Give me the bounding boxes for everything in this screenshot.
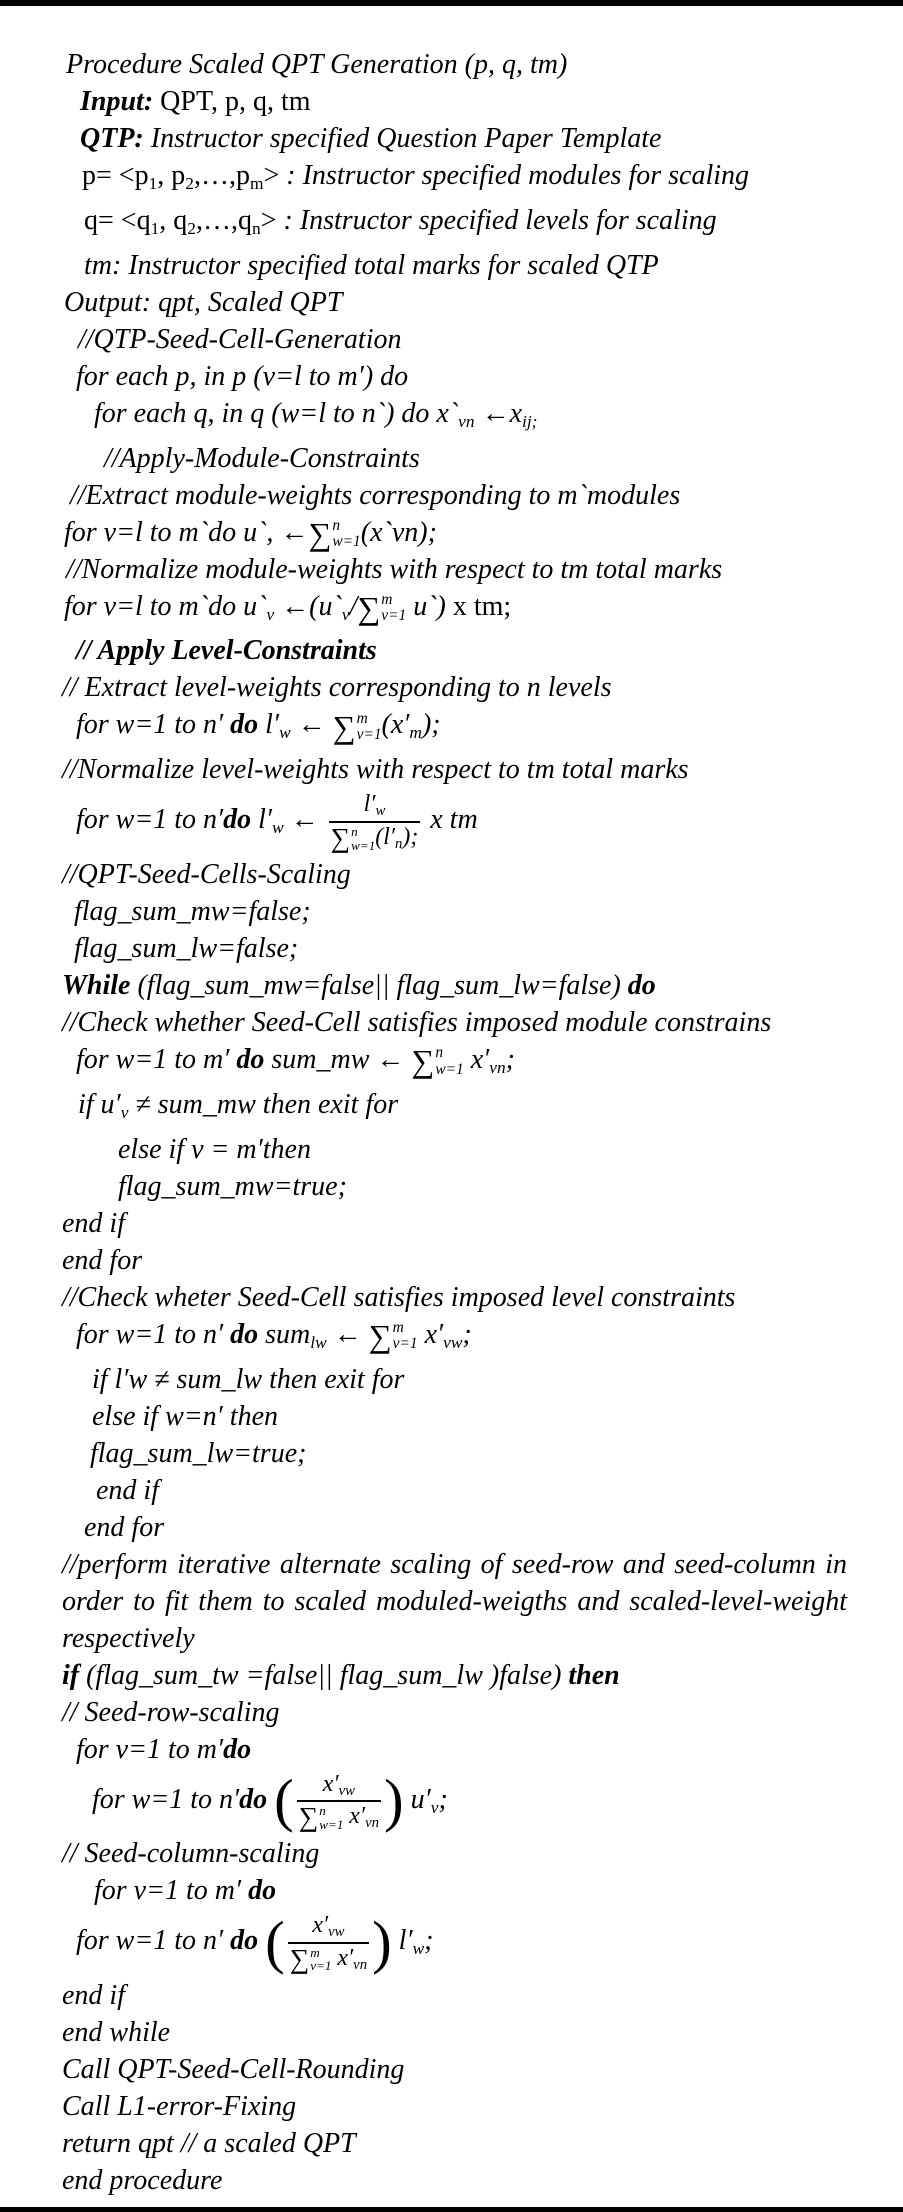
- code-text: sum: [258, 1318, 311, 1350]
- code-line: [62, 1361, 847, 1398]
- code-line: [62, 477, 847, 514]
- code-text: do: [223, 804, 252, 836]
- code-text: do: [248, 1875, 277, 1907]
- code-text: /: [349, 590, 358, 622]
- code-text: QPT, p, q, tm: [160, 86, 311, 117]
- code-text: vw: [328, 1924, 345, 1941]
- code-line: [62, 202, 847, 247]
- code-text: Call QPT-Seed-Cell-Rounding: [62, 2053, 405, 2085]
- code-text: , q: [159, 204, 188, 236]
- code-text: l′: [258, 709, 280, 741]
- code-text: x tm: [423, 804, 478, 836]
- code-text: vn: [458, 411, 475, 431]
- code-text: ,…,p: [193, 160, 250, 191]
- code-text: vw: [338, 1782, 355, 1799]
- code-text: (x`vn);: [360, 516, 437, 548]
- code-text: end if: [96, 1474, 159, 1506]
- code-text: x′: [417, 1318, 444, 1350]
- code-line: [62, 588, 847, 633]
- code-text: end if: [62, 1207, 125, 1239]
- code-text: QTP:: [80, 123, 144, 154]
- code-line: [62, 1509, 847, 1546]
- code-text: x′: [331, 1944, 354, 1971]
- code-text: for w=1 to n′: [92, 1783, 240, 1815]
- code-line: [62, 2051, 847, 2088]
- code-text: u`): [406, 590, 453, 622]
- code-line: [62, 706, 847, 751]
- code-line: [62, 2162, 847, 2199]
- code-text: l′: [251, 804, 273, 836]
- code-text: ;: [462, 1318, 472, 1350]
- code-text: //perform iterative alternate scaling of seed-row and seed-column in order to fit them to scaled moduled-weigths and scaled-level-weight respectively: [62, 1548, 847, 1654]
- code-text: );: [402, 824, 419, 851]
- code-text: ←: [290, 709, 333, 741]
- code-line: [62, 1086, 847, 1131]
- code-line: [62, 1435, 847, 1472]
- code-text: do: [627, 969, 656, 1001]
- code-text: // Apply Level-Constraints: [76, 635, 377, 667]
- code-line: [62, 1041, 847, 1086]
- code-text: then: [568, 1659, 620, 1691]
- code-text: l′: [363, 791, 376, 818]
- code-line: [62, 632, 847, 669]
- summation-symbol: ∑ m v=1: [332, 708, 382, 745]
- summation-symbol: ∑ m v=1: [368, 1318, 418, 1355]
- code-text: end for: [62, 1244, 143, 1276]
- code-text: do: [223, 1733, 252, 1765]
- code-line: [62, 751, 847, 788]
- code-text: x′: [343, 1803, 366, 1830]
- code-line: [62, 551, 847, 588]
- code-text: vw: [443, 1332, 463, 1352]
- summation-symbol: ∑ n w=1: [411, 1043, 464, 1080]
- code-line: [62, 1168, 847, 1205]
- code-text: w: [412, 1939, 425, 1959]
- code-text: , p: [157, 160, 186, 191]
- code-text: Instructor specified Question Paper Template: [143, 123, 662, 154]
- summation-symbol: ∑ m v=1: [289, 1943, 332, 1974]
- code-text: if: [62, 1659, 80, 1691]
- code-text: for w=1 to m′: [76, 1043, 237, 1075]
- code-line: [62, 1242, 847, 1279]
- code-line: [62, 893, 847, 930]
- code-text: //Normalize module-weights with respect to tm total marks: [66, 553, 723, 585]
- code-text: v: [430, 1797, 439, 1817]
- code-text: do: [230, 1925, 259, 1957]
- code-text: w: [272, 818, 284, 838]
- code-text: 1: [150, 218, 160, 238]
- code-text: for w=1 to n′: [76, 709, 231, 741]
- code-text: Output: qpt, Scaled QPT: [64, 286, 343, 318]
- code-text: ;: [438, 1783, 448, 1815]
- code-text: w: [279, 723, 291, 743]
- code-text: do: [230, 709, 259, 741]
- code-text: // Seed-row-scaling: [62, 1696, 280, 1728]
- code-text: 2: [185, 173, 194, 193]
- code-line: [62, 440, 847, 477]
- code-text: tm: Instructor specified total marks for scaled QTP: [84, 249, 659, 281]
- algorithm-listing: [0, 6, 903, 2207]
- code-text: (x′: [381, 709, 410, 741]
- code-line: [62, 1977, 847, 2014]
- code-line: [62, 1657, 847, 1694]
- fraction: ( $x'_{vw}$ ∑ m v=1 $x'_{vn}$ ): [265, 1909, 392, 1975]
- code-text: for w=1 to n′: [76, 1925, 231, 1957]
- summation-symbol: ∑ n w=1: [298, 1802, 344, 1833]
- code-line: [62, 83, 847, 120]
- code-text: //Normalize level-weights with respect to tm total marks: [62, 754, 689, 786]
- code-line: [62, 120, 847, 157]
- code-line: [62, 1205, 847, 1242]
- code-text: for w=1 to n′: [76, 804, 224, 836]
- summation-symbol: ∑ n w=1: [308, 516, 361, 553]
- code-text: w: [375, 803, 386, 820]
- code-text: : Instructor specified levels for scaling: [283, 204, 717, 236]
- code-text: [267, 1784, 274, 1815]
- code-text: x′: [312, 1912, 329, 1939]
- code-text: ,…,q: [195, 204, 252, 236]
- code-text: ←: [283, 804, 326, 836]
- code-text: v: [341, 604, 350, 624]
- code-line: [62, 321, 847, 358]
- code-text: //Extract module-weights corresponding to m`modules: [70, 479, 681, 511]
- code-text: for each q, in q (w=l to n`) do x`: [94, 397, 459, 429]
- code-text: (u`: [309, 590, 342, 622]
- code-text: //Check wheter Seed-Cell satisfies imposed level constraints: [62, 1281, 736, 1313]
- code-text: 1: [148, 173, 158, 193]
- code-line: [62, 514, 847, 551]
- code-text: x tm;: [452, 590, 512, 622]
- code-text: p= <p: [82, 160, 149, 191]
- code-text: flag_sum_mw=false;: [74, 895, 311, 927]
- code-line: [62, 1472, 847, 1509]
- code-text: do: [236, 1043, 265, 1075]
- code-line: [62, 1546, 847, 1657]
- code-text: //Apply-Module-Constraints: [104, 442, 420, 474]
- code-line: [62, 1004, 847, 1041]
- code-text: //Check whether Seed-Cell satisfies imposed module constrains: [62, 1006, 772, 1038]
- code-line: [62, 1835, 847, 1872]
- code-text: While: [62, 969, 131, 1001]
- code-text: ←: [326, 1318, 369, 1350]
- code-line: [62, 856, 847, 893]
- code-text: //QPT-Seed-Cells-Scaling: [62, 858, 351, 890]
- code-text: x′: [463, 1043, 490, 1075]
- code-text: end while: [62, 2016, 171, 2048]
- code-text: for v=1 to m′: [94, 1875, 249, 1907]
- bottom-border-rule: [0, 2207, 903, 2212]
- code-text: q= <q: [84, 204, 151, 236]
- code-text: else if w=n′ then: [92, 1400, 278, 1432]
- code-text: x: [509, 397, 522, 429]
- code-text: end procedure: [62, 2164, 223, 2196]
- code-line: [62, 669, 847, 706]
- code-text: for w=1 to n′: [76, 1318, 231, 1350]
- code-text: if u′: [78, 1088, 121, 1120]
- code-line: [62, 1768, 847, 1836]
- summation-symbol: ∑ m v=1: [357, 590, 407, 627]
- code-text: ←: [274, 590, 310, 622]
- code-text: lw: [310, 1332, 327, 1352]
- code-text: for v=l to m`do u`: [64, 590, 267, 622]
- code-text: ≠ sum_mw then exit for: [128, 1088, 399, 1120]
- code-text: : Instructor specified modules for scaling: [286, 160, 750, 191]
- code-text: if l′w ≠ sum_lw then exit for: [92, 1363, 405, 1395]
- code-line: [62, 358, 847, 395]
- code-text: v: [266, 604, 275, 624]
- code-text: (l′: [375, 824, 396, 851]
- code-text: for v=l to m`do u`, ←: [64, 516, 309, 548]
- code-line: [62, 788, 847, 856]
- code-text: x′: [322, 1770, 339, 1797]
- code-line: [62, 1731, 847, 1768]
- code-line: [62, 930, 847, 967]
- code-text: v: [120, 1102, 129, 1122]
- code-text: l′: [391, 1925, 413, 1957]
- code-text: >: [260, 204, 284, 236]
- code-text: for v=1 to m′: [76, 1733, 224, 1765]
- code-text: //QTP-Seed-Cell-Generation: [78, 323, 402, 355]
- code-line: [62, 1694, 847, 1731]
- code-text: Input:: [80, 86, 154, 117]
- code-text: else if v = m′then: [118, 1133, 311, 1165]
- code-text: m: [249, 173, 264, 193]
- code-line: [62, 1131, 847, 1168]
- code-text: // Extract level-weights corresponding to n levels: [62, 672, 612, 704]
- code-text: m: [409, 723, 422, 743]
- code-text: do: [239, 1783, 268, 1815]
- code-text: n: [251, 218, 261, 238]
- code-line: [62, 2014, 847, 2051]
- code-text: 2: [187, 218, 196, 238]
- fraction: [326, 788, 424, 856]
- code-text: flag_sum_lw=false;: [74, 932, 299, 964]
- code-text: vn: [365, 1815, 379, 1832]
- code-line: [62, 1398, 847, 1435]
- code-text: do: [230, 1318, 259, 1350]
- summation-symbol: ∑ n w=1: [330, 822, 376, 853]
- fraction: ( $x'_{vw}$ ∑ n w=1 $x'_{vn}$ ): [274, 1768, 404, 1834]
- code-text: ←: [474, 397, 510, 429]
- code-line: [62, 1279, 847, 1316]
- code-text: // Seed-column-scaling: [62, 1838, 320, 1870]
- code-line: [62, 1316, 847, 1361]
- code-text: u′: [403, 1783, 431, 1815]
- code-line: [62, 1909, 847, 1977]
- code-line: [62, 157, 847, 202]
- code-text: return qpt // a scaled QPT: [62, 2127, 356, 2159]
- code-text: sum_mw ←: [264, 1043, 412, 1075]
- code-text: vn: [353, 1957, 368, 1974]
- code-line: [62, 247, 847, 284]
- code-line: [62, 2125, 847, 2162]
- code-line: [62, 967, 847, 1004]
- code-text: (flag_sum_mw=false|| flag_sum_lw=false): [130, 969, 628, 1001]
- code-text: flag_sum_lw=true;: [90, 1437, 307, 1469]
- code-text: [258, 1925, 265, 1956]
- code-text: end for: [84, 1511, 165, 1543]
- code-line: [62, 46, 847, 83]
- code-line: [62, 2088, 847, 2125]
- code-line: [62, 395, 847, 440]
- code-text: for each p, in p (v=l to m′) do: [76, 360, 409, 392]
- code-text: end if: [62, 1979, 125, 2011]
- code-line: [62, 1872, 847, 1909]
- code-text: ;: [424, 1925, 434, 1957]
- code-text: Procedure Scaled QPT Generation (p, q, tm): [66, 49, 568, 80]
- code-text: (flag_sum_tw =false|| flag_sum_lw )false): [79, 1659, 569, 1691]
- code-line: [62, 284, 847, 321]
- code-text: );: [421, 709, 441, 741]
- code-text: n: [395, 836, 403, 853]
- code-text: ij;: [522, 411, 538, 431]
- code-text: Call L1-error-Fixing: [62, 2090, 297, 2122]
- code-text: flag_sum_mw=true;: [118, 1170, 347, 1202]
- code-text: >: [263, 160, 287, 191]
- code-text: ;: [505, 1043, 515, 1075]
- code-text: vn: [489, 1057, 506, 1077]
